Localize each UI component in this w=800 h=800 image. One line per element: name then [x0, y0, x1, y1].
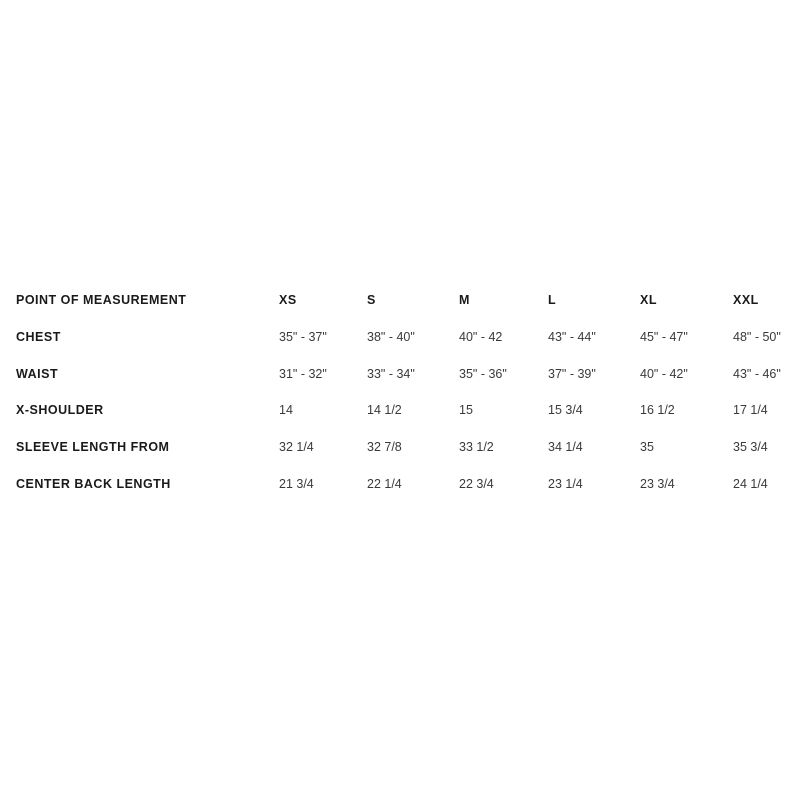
table-cell: 43" - 44": [548, 329, 596, 344]
table-cell: 43" - 46": [733, 366, 781, 381]
table-cell: 31" - 32": [279, 366, 327, 381]
table-cell: 14: [279, 403, 293, 418]
table-cell: 32 7/8: [367, 440, 402, 455]
header-size-l: L: [548, 293, 557, 307]
table-cell: 34 1/4: [548, 440, 583, 455]
table-cell: 40" - 42: [459, 329, 503, 344]
row-label: CHEST: [16, 329, 61, 344]
table-row-sleeve-length: [0, 429, 800, 466]
table-cell: 23 1/4: [548, 476, 583, 491]
table-header-row: [0, 282, 800, 319]
row-label: SLEEVE LENGTH FROM: [16, 440, 170, 455]
table-cell: 15 3/4: [548, 403, 583, 418]
table-cell: 22 3/4: [459, 476, 494, 491]
table-cell: 16 1/2: [640, 403, 675, 418]
table-cell: 24 1/4: [733, 476, 768, 491]
table-cell: 48" - 50": [733, 329, 781, 344]
table-cell: 15: [459, 403, 473, 418]
header-point-of-measurement: POINT OF MEASUREMENT: [16, 293, 187, 307]
table-cell: 14 1/2: [367, 403, 402, 418]
table-cell: 32 1/4: [279, 440, 314, 455]
table-cell: 40" - 42": [640, 366, 688, 381]
table-row-center-back-length: [0, 466, 800, 503]
table-cell: 22 1/4: [367, 476, 402, 491]
table-cell: 21 3/4: [279, 476, 314, 491]
table-cell: 45" - 47": [640, 329, 688, 344]
table-row-chest: [0, 319, 800, 356]
table-cell: 35" - 37": [279, 329, 327, 344]
table-cell: 35" - 36": [459, 366, 507, 381]
table-cell: 35: [640, 440, 654, 455]
table-cell: 17 1/4: [733, 403, 768, 418]
size-chart-table: [0, 282, 800, 503]
table-cell: 38" - 40": [367, 329, 415, 344]
header-size-s: S: [367, 293, 376, 307]
header-size-xxl: XXL: [733, 293, 759, 307]
table-row-waist: [0, 356, 800, 393]
header-size-xs: XS: [279, 293, 297, 307]
header-size-m: M: [459, 293, 470, 307]
table-cell: 33" - 34": [367, 366, 415, 381]
table-cell: 23 3/4: [640, 476, 675, 491]
table-cell: 33 1/2: [459, 440, 494, 455]
row-label: WAIST: [16, 366, 59, 381]
table-row-x-shoulder: [0, 392, 800, 429]
row-label: CENTER BACK LENGTH: [16, 476, 171, 491]
row-label: X-SHOULDER: [16, 403, 104, 418]
header-size-xl: XL: [640, 293, 657, 307]
table-cell: 35 3/4: [733, 440, 768, 455]
table-cell: 37" - 39": [548, 366, 596, 381]
